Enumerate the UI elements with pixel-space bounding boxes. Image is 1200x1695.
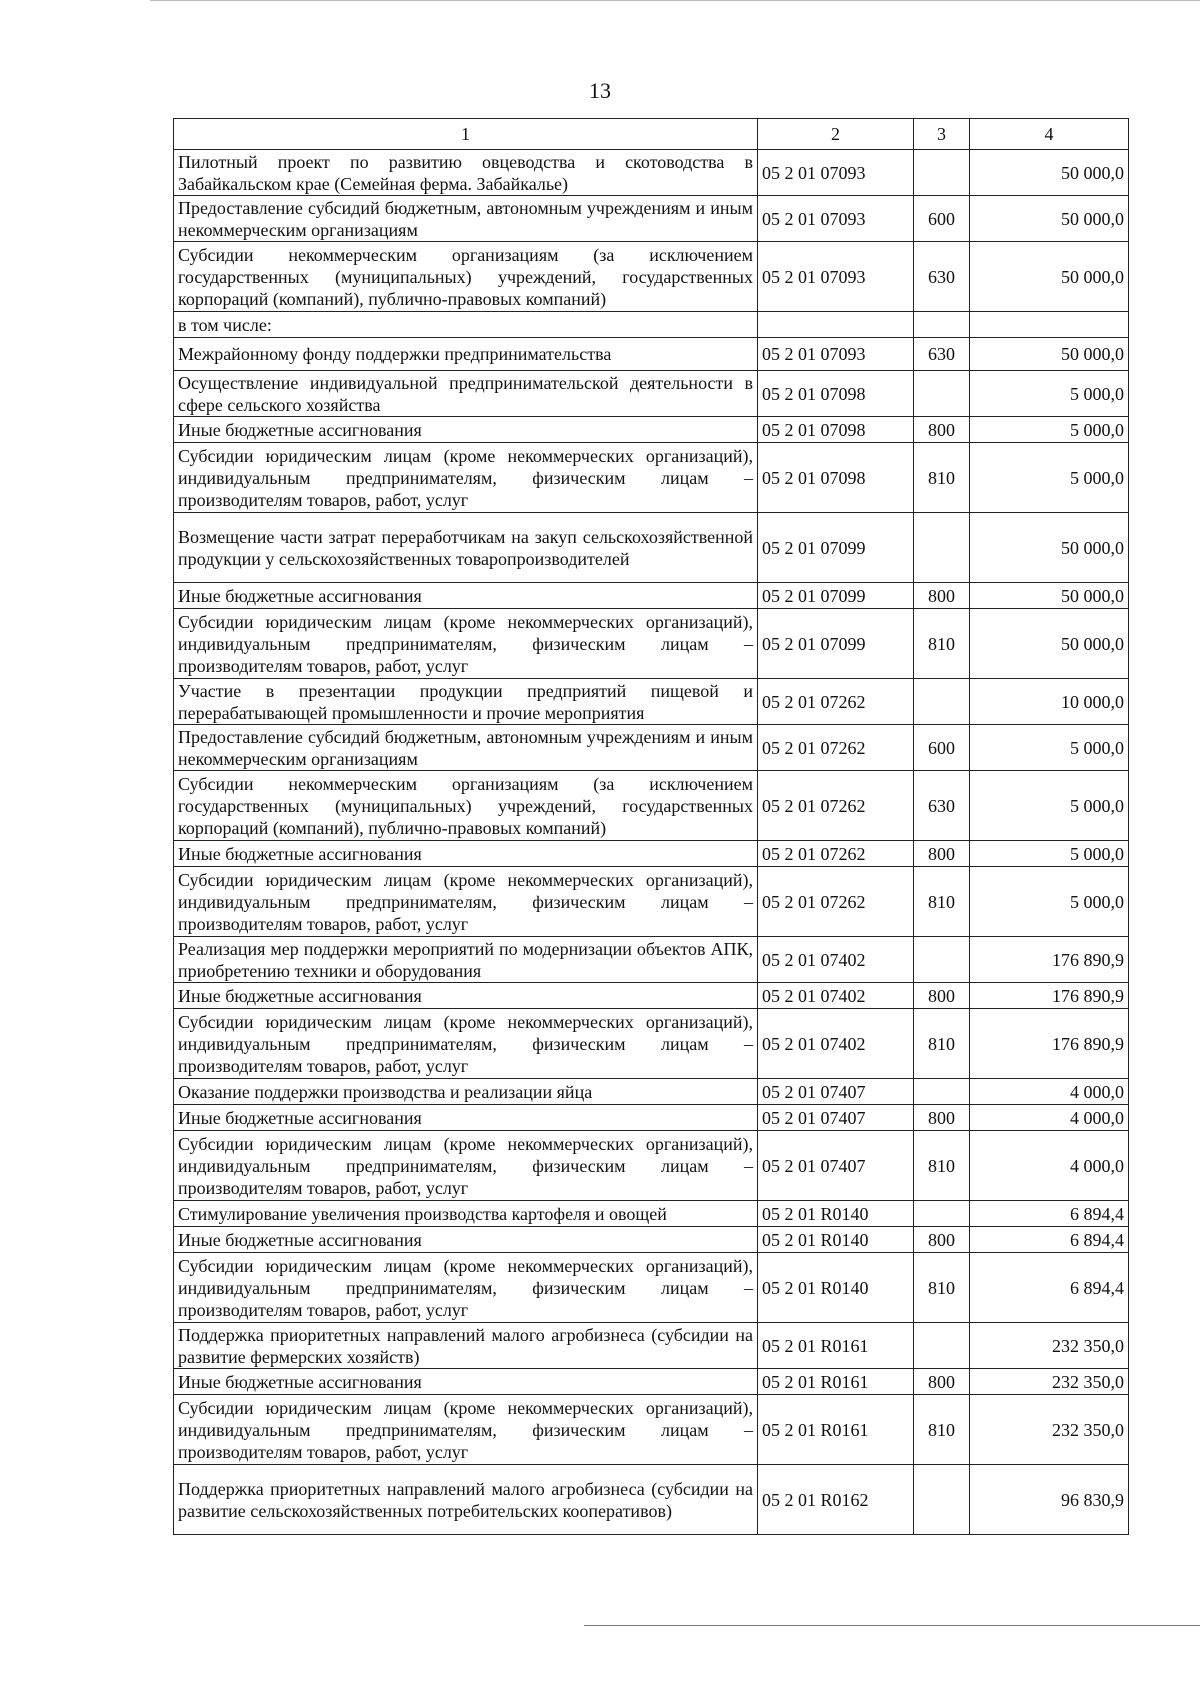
- row-sum: 5 000,0: [970, 417, 1129, 443]
- row-expense-type: 810: [914, 867, 970, 937]
- row-code: 05 2 01 07098: [758, 417, 914, 443]
- row-sum: 4 000,0: [970, 1131, 1129, 1201]
- row-name: Иные бюджетные ассигнования: [174, 583, 758, 609]
- row-sum: 50 000,0: [970, 583, 1129, 609]
- row-expense-type: [914, 371, 970, 417]
- table-row: [174, 1227, 1129, 1253]
- table-row: [174, 983, 1129, 1009]
- row-expense-type: 800: [914, 1227, 970, 1253]
- row-code: 05 2 01 07262: [758, 867, 914, 937]
- row-name: Участие в презентации продукции предприятий пищевой и перерабатывающей промышленности и прочие мероприятия: [174, 679, 758, 725]
- row-name: Оказание поддержки производства и реализации яйца: [174, 1079, 758, 1105]
- table-row: [174, 609, 1129, 679]
- table-row: [174, 1131, 1129, 1201]
- row-expense-type: 810: [914, 609, 970, 679]
- row-code: 05 2 01 07262: [758, 771, 914, 841]
- row-code: 05 2 01 07402: [758, 1009, 914, 1079]
- table-row: [174, 1253, 1129, 1323]
- column-header-4: 4: [970, 119, 1129, 150]
- row-sum: 6 894,4: [970, 1201, 1129, 1227]
- row-code: 05 2 01 07262: [758, 725, 914, 771]
- row-expense-type: 810: [914, 1395, 970, 1465]
- row-expense-type: [914, 150, 970, 196]
- row-sum: 50 000,0: [970, 609, 1129, 679]
- row-code: 05 2 01 07407: [758, 1079, 914, 1105]
- row-code: 05 2 01 07099: [758, 609, 914, 679]
- row-name: Субсидии юридическим лицам (кроме некоммерческих организаций), индивидуальным предпринимателям, физическим лицам – производителям товаров, работ, услуг: [174, 609, 758, 679]
- table-row: [174, 242, 1129, 312]
- row-code: [758, 312, 914, 338]
- row-sum: 10 000,0: [970, 679, 1129, 725]
- row-expense-type: [914, 1201, 970, 1227]
- row-name: Предоставление субсидий бюджетным, автономным учреждениям и иным некоммерческим организациям: [174, 196, 758, 242]
- row-name: Межрайонному фонду поддержки предпринимательства: [174, 338, 758, 371]
- row-expense-type: [914, 1465, 970, 1535]
- row-name: Субсидии юридическим лицам (кроме некоммерческих организаций), индивидуальным предпринимателям, физическим лицам – производителям товаров, работ, услуг: [174, 1395, 758, 1465]
- row-expense-type: [914, 1079, 970, 1105]
- row-expense-type: 810: [914, 1253, 970, 1323]
- row-code: 05 2 01 07099: [758, 583, 914, 609]
- table-row: [174, 867, 1129, 937]
- table-row: [174, 338, 1129, 371]
- row-code: 05 2 01 07093: [758, 196, 914, 242]
- row-sum: 232 350,0: [970, 1323, 1129, 1369]
- row-code: 05 2 01 R0161: [758, 1323, 914, 1369]
- row-sum: 5 000,0: [970, 841, 1129, 867]
- table-row: [174, 417, 1129, 443]
- row-name: Иные бюджетные ассигнования: [174, 1227, 758, 1253]
- table-body: [174, 150, 1129, 1535]
- table-row: [174, 196, 1129, 242]
- row-name: Стимулирование увеличения производства картофеля и овощей: [174, 1201, 758, 1227]
- row-code: 05 2 01 07402: [758, 937, 914, 983]
- row-sum: 4 000,0: [970, 1105, 1129, 1131]
- row-sum: 5 000,0: [970, 867, 1129, 937]
- row-name: Субсидии юридическим лицам (кроме некоммерческих организаций), индивидуальным предпринимателям, физическим лицам – производителям товаров, работ, услуг: [174, 1131, 758, 1201]
- row-sum: 176 890,9: [970, 937, 1129, 983]
- row-expense-type: [914, 679, 970, 725]
- table-row: [174, 725, 1129, 771]
- row-expense-type: [914, 1323, 970, 1369]
- row-name: Поддержка приоритетных направлений малого агробизнеса (субсидии на развитие сельскохозяйственных потребительских кооперативов): [174, 1465, 758, 1535]
- row-sum: 50 000,0: [970, 150, 1129, 196]
- row-sum: 50 000,0: [970, 196, 1129, 242]
- row-expense-type: [914, 513, 970, 583]
- row-expense-type: [914, 937, 970, 983]
- row-sum: 6 894,4: [970, 1227, 1129, 1253]
- row-code: 05 2 01 07407: [758, 1105, 914, 1131]
- table-row: [174, 1369, 1129, 1395]
- row-code: 05 2 01 07093: [758, 242, 914, 312]
- row-code: 05 2 01 07098: [758, 443, 914, 513]
- budget-table: [173, 118, 1129, 1535]
- table-row: [174, 150, 1129, 196]
- table-row: [174, 371, 1129, 417]
- row-expense-type: 600: [914, 725, 970, 771]
- table-row: [174, 1105, 1129, 1131]
- column-header-1: 1: [174, 119, 758, 150]
- table-row: [174, 583, 1129, 609]
- row-name: Иные бюджетные ассигнования: [174, 983, 758, 1009]
- table-row: [174, 1395, 1129, 1465]
- row-sum: 5 000,0: [970, 771, 1129, 841]
- edge-mark: [150, 0, 1200, 1]
- row-code: 05 2 01 07402: [758, 983, 914, 1009]
- table-row: [174, 1009, 1129, 1079]
- page-number: 13: [589, 78, 611, 103]
- table-row: [174, 1201, 1129, 1227]
- row-name: Иные бюджетные ассигнования: [174, 1105, 758, 1131]
- row-sum: 50 000,0: [970, 242, 1129, 312]
- row-expense-type: 810: [914, 1009, 970, 1079]
- row-expense-type: 800: [914, 1105, 970, 1131]
- table-header-row: [174, 119, 1129, 150]
- row-expense-type: 800: [914, 417, 970, 443]
- row-expense-type: 810: [914, 1131, 970, 1201]
- row-sum: 50 000,0: [970, 513, 1129, 583]
- row-code: 05 2 01 R0140: [758, 1253, 914, 1323]
- row-name: Субсидии юридическим лицам (кроме некоммерческих организаций), индивидуальным предпринимателям, физическим лицам – производителям товаров, работ, услуг: [174, 443, 758, 513]
- row-name: Иные бюджетные ассигнования: [174, 417, 758, 443]
- table-row: [174, 841, 1129, 867]
- row-sum: 96 830,9: [970, 1465, 1129, 1535]
- row-sum: 5 000,0: [970, 725, 1129, 771]
- row-sum: 5 000,0: [970, 371, 1129, 417]
- edge-mark: [584, 1625, 1200, 1626]
- row-name: Субсидии юридическим лицам (кроме некоммерческих организаций), индивидуальным предпринимателям, физическим лицам – производителям товаров, работ, услуг: [174, 1009, 758, 1079]
- row-expense-type: 800: [914, 1369, 970, 1395]
- row-sum: 176 890,9: [970, 1009, 1129, 1079]
- row-expense-type: 600: [914, 196, 970, 242]
- row-name: Иные бюджетные ассигнования: [174, 1369, 758, 1395]
- row-name: Субсидии некоммерческим организациям (за исключением государственных (муниципальных) учреждений, государственных корпораций (компаний), публично-правовых компаний): [174, 771, 758, 841]
- row-name: в том числе:: [174, 312, 758, 338]
- row-name: Реализация мер поддержки мероприятий по модернизации объектов АПК, приобретению техники и оборудования: [174, 937, 758, 983]
- row-sum: 4 000,0: [970, 1079, 1129, 1105]
- table-row: [174, 443, 1129, 513]
- row-expense-type: [914, 312, 970, 338]
- row-name: Осуществление индивидуальной предпринимательской деятельности в сфере сельского хозяйства: [174, 371, 758, 417]
- row-code: 05 2 01 07098: [758, 371, 914, 417]
- row-name: Поддержка приоритетных направлений малого агробизнеса (субсидии на развитие фермерских хозяйств): [174, 1323, 758, 1369]
- row-code: 05 2 01 R0161: [758, 1395, 914, 1465]
- row-expense-type: 630: [914, 338, 970, 371]
- row-sum: 50 000,0: [970, 338, 1129, 371]
- row-sum: 176 890,9: [970, 983, 1129, 1009]
- row-expense-type: 800: [914, 583, 970, 609]
- row-name: Субсидии юридическим лицам (кроме некоммерческих организаций), индивидуальным предпринимателям, физическим лицам – производителям товаров, работ, услуг: [174, 1253, 758, 1323]
- table-row: [174, 513, 1129, 583]
- row-code: 05 2 01 R0161: [758, 1369, 914, 1395]
- row-name: Предоставление субсидий бюджетным, автономным учреждениям и иным некоммерческим организациям: [174, 725, 758, 771]
- table-row: [174, 679, 1129, 725]
- row-sum: 232 350,0: [970, 1369, 1129, 1395]
- row-expense-type: 630: [914, 771, 970, 841]
- row-sum: 232 350,0: [970, 1395, 1129, 1465]
- row-sum: 5 000,0: [970, 443, 1129, 513]
- row-code: 05 2 01 07099: [758, 513, 914, 583]
- row-expense-type: 800: [914, 983, 970, 1009]
- column-header-2: 2: [758, 119, 914, 150]
- table-row: [174, 312, 1129, 338]
- row-name: Субсидии некоммерческим организациям (за исключением государственных (муниципальных) учреждений, государственных корпораций (компаний), публично-правовых компаний): [174, 242, 758, 312]
- row-expense-type: 630: [914, 242, 970, 312]
- table-row: [174, 937, 1129, 983]
- row-sum: 6 894,4: [970, 1253, 1129, 1323]
- table-row: [174, 1323, 1129, 1369]
- row-code: 05 2 01 07093: [758, 338, 914, 371]
- row-code: 05 2 01 07262: [758, 841, 914, 867]
- column-header-3: 3: [914, 119, 970, 150]
- row-code: 05 2 01 R0140: [758, 1227, 914, 1253]
- table-row: [174, 1465, 1129, 1535]
- row-name: Возмещение части затрат переработчикам на закуп сельскохозяйственной продукции у сельскохозяйственных товаропроизводителей: [174, 513, 758, 583]
- row-code: 05 2 01 R0140: [758, 1201, 914, 1227]
- row-name: Иные бюджетные ассигнования: [174, 841, 758, 867]
- row-code: 05 2 01 R0162: [758, 1465, 914, 1535]
- table-row: [174, 771, 1129, 841]
- row-code: 05 2 01 07093: [758, 150, 914, 196]
- row-expense-type: 800: [914, 841, 970, 867]
- row-name: Субсидии юридическим лицам (кроме некоммерческих организаций), индивидуальным предпринимателям, физическим лицам – производителям товаров, работ, услуг: [174, 867, 758, 937]
- row-expense-type: 810: [914, 443, 970, 513]
- row-name: Пилотный проект по развитию овцеводства и скотоводства в Забайкальском крае (Семейная ферма. Забайкалье): [174, 150, 758, 196]
- row-sum: [970, 312, 1129, 338]
- row-code: 05 2 01 07262: [758, 679, 914, 725]
- table-row: [174, 1079, 1129, 1105]
- row-code: 05 2 01 07407: [758, 1131, 914, 1201]
